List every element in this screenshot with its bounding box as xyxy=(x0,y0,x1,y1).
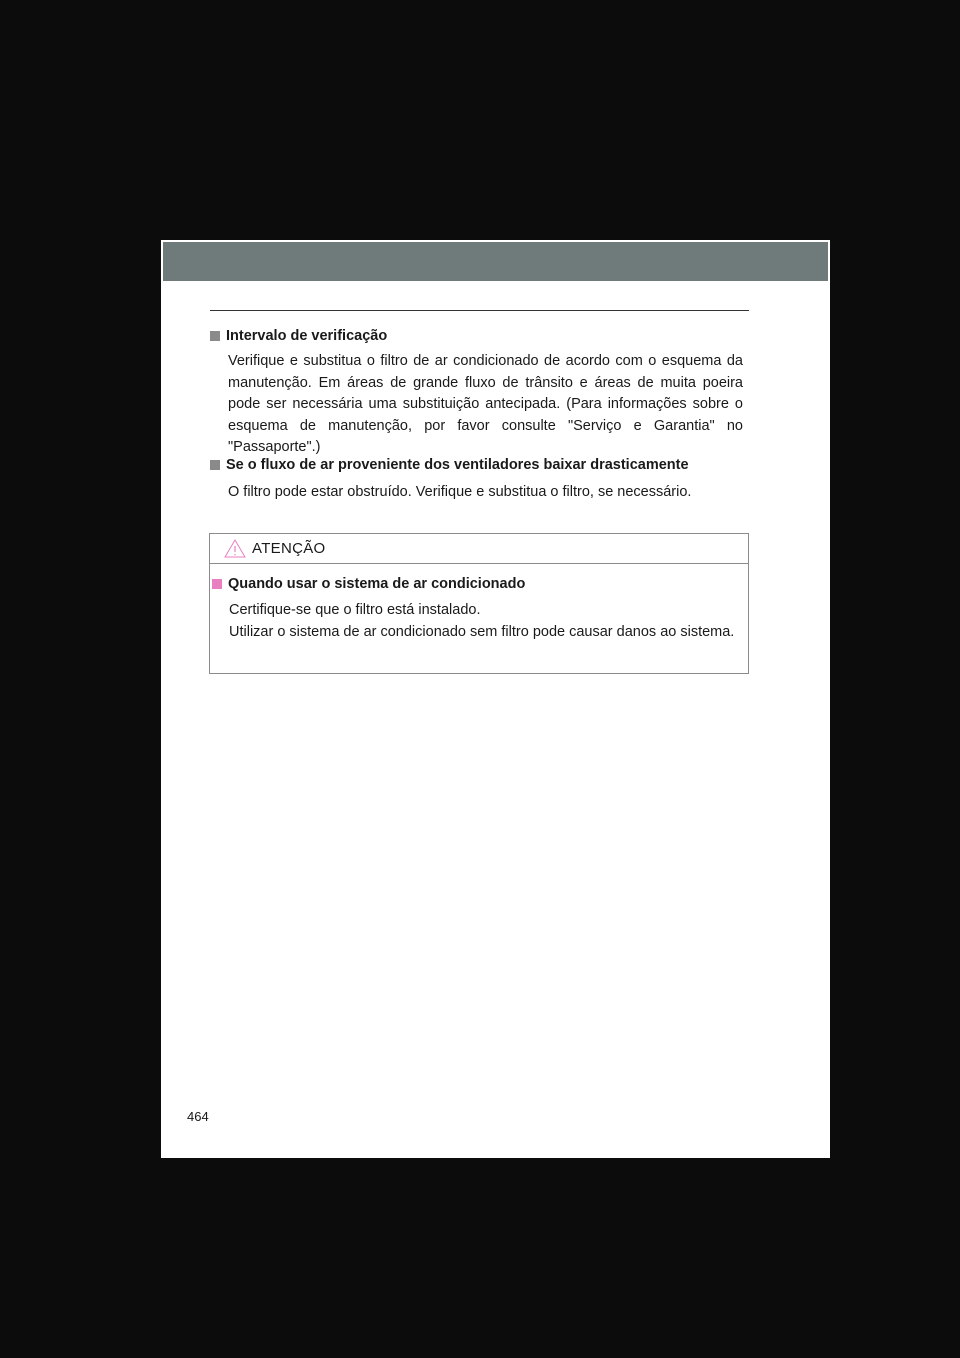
caution-body xyxy=(229,600,743,643)
section-heading-airflow xyxy=(210,457,689,473)
square-bullet-icon xyxy=(210,331,220,341)
section-heading-check-interval xyxy=(210,328,387,344)
section-body-check-interval: Verifique e substitua o filtro de ar condicionado de acordo com o esquema da manutenção. Em áreas de grande fluxo de trânsito e áreas de muita poeira pode ser necessária uma substituição antecipada. (Para informações sobre o esquema de manutenção, por favor consulte "Serviço e Garantia" no "Passaporte".) xyxy=(228,353,743,455)
page-number: 464 xyxy=(187,1109,209,1124)
section-body-airflow: O filtro pode estar obstruído. Verifique e substitua o filtro, se necessário. xyxy=(228,484,692,500)
caution-heading xyxy=(212,576,525,592)
manual-page xyxy=(161,240,830,1158)
square-bullet-icon xyxy=(212,579,222,589)
caution-heading-text: Quando usar o sistema de ar condicionado xyxy=(228,576,526,592)
header-band xyxy=(163,242,828,281)
section-rule xyxy=(210,310,749,311)
caution-line-2: Utilizar o sistema de ar condicionado sem filtro pode causar danos ao sistema. xyxy=(229,623,735,640)
caution-line-1: Certifique-se que o filtro está instalado. xyxy=(229,602,481,618)
section-heading-text: Intervalo de verificação xyxy=(226,328,388,344)
caution-box xyxy=(209,533,749,674)
warning-triangle-icon xyxy=(224,539,246,558)
section-heading-text: Se o fluxo de ar proveniente dos ventiladores baixar drasticamente xyxy=(226,457,689,473)
caution-title: ATENÇÃO xyxy=(252,540,326,557)
square-bullet-icon xyxy=(210,460,220,470)
caution-title-bar xyxy=(210,534,748,564)
